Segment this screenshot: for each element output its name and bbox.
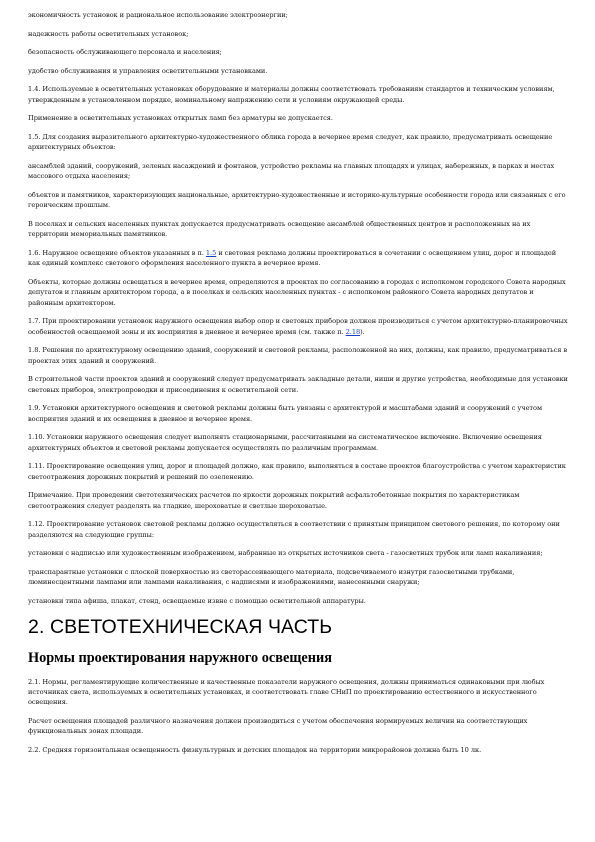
section-heading: 2. СВЕТОТЕХНИЧЕСКАЯ ЧАСТЬ — [28, 615, 333, 638]
paragraph: транспарантные установки с плоской поверхностью из светорассеивающего материала, подсвечиваемого изнутри газосветными трубками, люминесцентными лампами или лампами накаливания, с надписями и изображениями, нанесенными снаружи; — [28, 567, 515, 587]
paragraph: Применение в осветительных установках открытых ламп без арматуры не допускается. — [28, 114, 333, 123]
document-body — [28, 10, 568, 764]
paragraph-text: и световая реклама должны проектироваться в сочетании с освещением улиц, дорог и площадей как единый комплекс светового оформления населенного пункта в вечернее время. — [28, 248, 557, 268]
paragraph: удобство обслуживания и управления осветительными установками. — [28, 66, 268, 75]
paragraph: 1.9. Установки архитектурного освещения и световой рекламы должны быть увязаны с архитектурой и масштабами зданий и сооружений с учетом восприятия зданий и их освещения в дневное и вечернее время. — [28, 404, 543, 423]
paragraph-text: 1.6. Наружное освещение объектов указанных в п. — [28, 248, 206, 257]
clause-link-2-18[interactable]: 2.18 — [345, 327, 361, 336]
paragraph: Примечание. При проведении светотехнических расчетов по яркости дорожных покрытий асфальтобетонные покрытия по характеристикам светоотражения следует разделять на гладкие, шероховатые и светлые шероховатые. — [28, 491, 520, 510]
paragraph-1-6 — [28, 248, 568, 269]
paragraph: объектов и памятников, характеризующих национальные, архитектурно-художественные и историко-культурные особенности города или связанных с его героическим прошлым. — [28, 190, 566, 210]
paragraph: установки типа афиша, плакат, стенд, освещаемые извне с помощью осветительной аппаратуры. — [28, 596, 366, 605]
paragraph: ансамблей зданий, сооружений, зеленых насаждений и фонтанов, устройство рекламы на главных площадях и улицах, набережных, в парках и местах массового отдыха населения; — [28, 161, 555, 181]
paragraph: В строительной части проектов зданий и сооружений следует предусматривать закладные детали, ниши и другие устройства, необходимые для установки световых приборов, электропроводки и присоединения к осветительной сети. — [28, 375, 568, 394]
paragraph-1-7 — [28, 316, 568, 337]
paragraph-text: ). — [360, 327, 365, 336]
paragraph: 2.2. Средняя горизонтальная освещенность физкультурных и детских площадок на территории микрорайонов должна быть 10 лк. — [28, 745, 482, 754]
paragraph: 1.12. Проектирование установок световой рекламы должно осуществляться в соответствии с принятым принципом светового решения, по которому они разделяются на следующие группы: — [28, 520, 560, 539]
paragraph: В поселках и сельских населенных пунктах допускается предусматривать освещение ансамблей общественных центров и расположенных на их территории мемориальных памятников. — [28, 219, 531, 239]
paragraph: 1.5. Для создания выразительного архитектурно-художественного облика города в вечернее время следует, как правило, предусматривать освещение архитектурных объектов: — [28, 132, 553, 152]
paragraph-text: 1.7. При проектировании установок наружного освещения выбор опор и световых приборов должен производиться с учетом архитектурно-планировочных особенностей освещаемой зоны и их восприятия в дневное и вечернее время (см. также п. — [28, 317, 568, 336]
paragraph: безопасность обслуживающего персонала и населения; — [28, 48, 222, 57]
paragraph: 2.1. Нормы, регламентирующие количественные и качественные показатели наружного освещения, должны приниматься одинаковыми при любых источниках света, используемых в осветительных установках, и соответствовать главе СНиП по проектированию естественного и искусственного освещения. — [28, 677, 545, 707]
paragraph: установки с надписью или художественным изображением, набранные из открытых источников света - газосветных трубок или ламп накаливания; — [28, 549, 543, 558]
paragraph: 1.11. Проектирование освещения улиц, дорог и площадей должно, как правило, выполняться в составе проектов благоустройства с учетом характеристик светоотражения дорожных покрытий и решений по озеленению. — [28, 462, 566, 481]
paragraph: экономичность установок и рациональное использование электроэнергии; — [28, 11, 288, 19]
paragraph: 1.10. Установки наружного освещения следует выполнять стационарными, рассчитанными на систематическое включение. Включение освещения архитектурных объектов и световой рекламы допускается осуществлять по различным программам. — [28, 433, 542, 452]
paragraph: Объекты, которые должны освещаться в вечернее время, определяются в проектах по согласованию в городах с исполкомом городского Совета народных депутатов и главным архитектором города, а в поселках и сельских населенных пунктах - с исполкомом районного Совета народных депутатов и районным архитектором. — [28, 277, 566, 307]
clause-link-1-5[interactable]: 1.5 — [205, 248, 217, 257]
subsection-heading: Нормы проектирования наружного освещения — [28, 649, 332, 666]
paragraph: надежность работы осветительных установок; — [28, 29, 189, 38]
paragraph: 1.4. Используемые в осветительных установках оборудование и материалы должны соответствовать требованиям стандартов и техническим условиям, утвержденным в установленном порядке, номинальному напряжению сети и условиям окружающей среды. — [28, 85, 555, 104]
paragraph: Расчет освещения площадей различного назначения должен производиться с учетом обеспечения нормируемых величин на соответствующих функциональных зонах площади. — [28, 716, 528, 736]
paragraph: 1.8. Решения по архитектурному освещению зданий, сооружений и световой рекламы, расположенной на них, должны, как правило, предусматриваться в проектах этих зданий и сооружений. — [28, 346, 568, 365]
